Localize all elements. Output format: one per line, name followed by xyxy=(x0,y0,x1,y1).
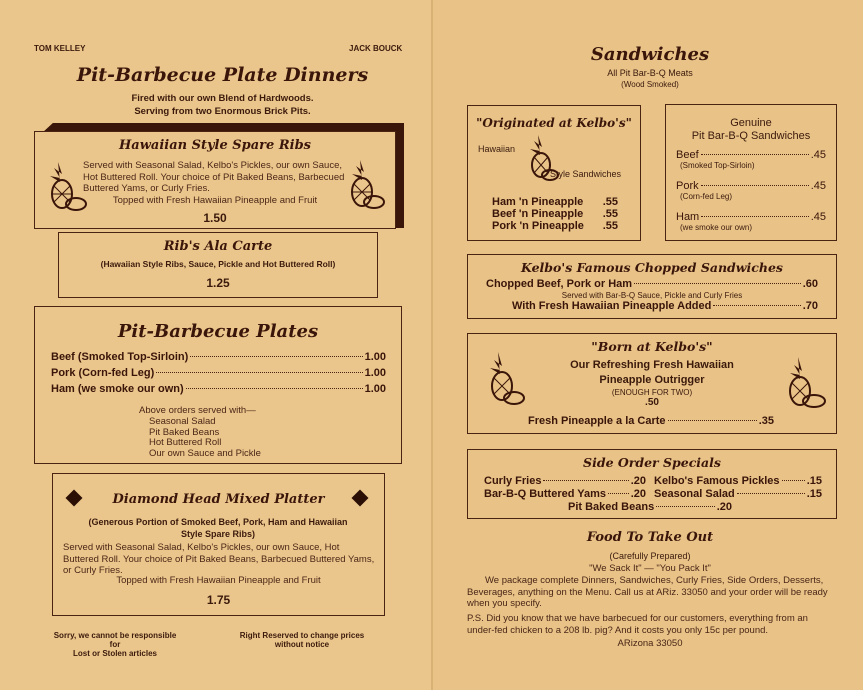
born-line1: Our Refreshing Fresh Hawaiian xyxy=(570,359,734,371)
ribs-carte-box xyxy=(58,232,378,298)
pit-plate-row: Beef (Smoked Top-Sirloin) 1.00 xyxy=(51,351,386,363)
sides-box xyxy=(467,449,837,519)
sandwiches-sub1: All Pit Bar-B-Q Meats xyxy=(607,68,693,78)
plate-dinners-sub2: Serving from two Enormous Brick Pits. xyxy=(134,106,311,117)
hawaiian-ribs-desc: Served with Seasonal Salad, Kelbo's Pickles, our own Sauce, Hot Buttered Roll. Your choice of Pit Baked Beans, Barbecued Buttered Yams, or Curly Fries. xyxy=(83,160,345,194)
genuine-title1: Genuine xyxy=(730,117,772,129)
diamond-box xyxy=(52,473,385,616)
hawaiian-ribs-topped: Topped with Fresh Hawaiian Pineapple and Fruit xyxy=(112,195,318,206)
takeout-phone: ARizona 33050 xyxy=(617,638,683,649)
diamond-topped: Topped with Fresh Hawaiian Pineapple and Fruit xyxy=(116,575,321,586)
hawaiian-ribs-price: 1.50 xyxy=(203,211,227,225)
born-note: (ENOUGH FOR TWO) xyxy=(611,388,693,397)
originated-row: Ham 'n Pineapple .55 xyxy=(492,196,618,208)
originated-title: "Originated at Kelbo's" xyxy=(476,116,632,130)
genuine-row: Pork .45 xyxy=(676,180,826,192)
pineapple-icon xyxy=(484,350,528,410)
diamond-title: Diamond Head Mixed Platter xyxy=(112,492,325,507)
owner-left: TOM KELLEY xyxy=(34,44,86,53)
served-with: Above orders served with— xyxy=(139,405,256,416)
sides-title: Side Order Specials xyxy=(583,455,721,470)
diamond-price: 1.75 xyxy=(206,593,231,607)
chopped-title: Kelbo's Famous Chopped Sandwiches xyxy=(521,260,783,275)
genuine-row: Ham .45 xyxy=(676,211,826,223)
pit-plates-list xyxy=(51,351,386,395)
chopped-row: With Fresh Hawaiian Pineapple Added .70 xyxy=(512,300,818,312)
born-title: "Born at Kelbo's" xyxy=(591,339,713,354)
pit-plates-box xyxy=(34,306,402,464)
takeout-ps: P.S. Did you know that we have barbecued for our customers, everything from an under-fed chicken to a 208 lb. pig? And it costs you only 15c per pound. xyxy=(467,613,808,636)
chopped-box xyxy=(467,254,837,319)
pineapple-icon xyxy=(342,156,386,212)
originated-label2: Style Sandwiches xyxy=(550,169,622,179)
footer-left: Sorry, we cannot be responsible for Lost or Stolen articles xyxy=(53,631,177,658)
side-row: Seasonal Salad .15 xyxy=(654,488,822,500)
born-line2: Pineapple Outrigger xyxy=(599,374,705,386)
originated-list xyxy=(492,196,618,232)
pit-plates-title: Pit-Barbecue Plates xyxy=(117,321,319,342)
sandwiches-title: Sandwiches xyxy=(590,44,710,65)
pit-plate-row: Pork (Corn-fed Leg) 1.00 xyxy=(51,367,386,379)
genuine-title2: Pit Bar-B-Q Sandwiches xyxy=(691,130,811,142)
born-price: .50 xyxy=(645,397,659,408)
ribs-carte-title: Rib's Ala Carte xyxy=(163,239,273,254)
genuine-row: Beef .45 xyxy=(676,149,826,161)
side-row: Curly Fries .20 xyxy=(484,475,646,487)
side-row: Kelbo's Famous Pickles .15 xyxy=(654,475,822,487)
page-fold xyxy=(431,0,433,690)
chopped-note: Served with Bar-B-Q Sauce, Pickle and Curly Fries xyxy=(561,291,743,300)
pineapple-icon xyxy=(524,133,560,183)
genuine-list: Beef .45 (Smoked Top-Sirloin) Pork .45 (Corn-fed Leg) Ham .45 (we smoke our own) xyxy=(676,149,826,232)
pineapple-icon xyxy=(44,158,88,214)
diamond-sub: (Generous Portion of Smoked Beef, Pork, Ham and Hawaiian Style Spare Ribs) xyxy=(88,517,348,539)
born-carte-row: Fresh Pineapple a la Carte .35 xyxy=(528,415,774,427)
takeout-slogan: "We Sack It" — "You Pack It" xyxy=(589,563,711,574)
owner-right: JACK BOUCK xyxy=(349,44,403,53)
genuine-box xyxy=(665,104,837,241)
diamond-desc: Served with Seasonal Salad, Kelbo's Pickles, our own Sauce, Hot Buttered Roll. Your choice of Pit Baked Beans, Barbecued Buttered Yams, or Curly Fries. xyxy=(63,542,375,576)
chopped-row: Chopped Beef, Pork or Ham .60 xyxy=(486,278,818,290)
side-row: Pit Baked Beans .20 xyxy=(568,501,732,513)
takeout-sub: (Carefully Prepared) xyxy=(609,551,691,561)
plate-dinners-title: Pit-Barbecue Plate Dinners xyxy=(76,64,369,86)
plate-dinners-sub1: Fired with our own Blend of Hardwoods. xyxy=(131,93,314,104)
hawaiian-ribs-title: Hawaiian Style Spare Ribs xyxy=(119,138,311,153)
sides-list: Seasonal Salad Pit Baked Beans Hot Buttered Roll Our own Sauce and Pickle xyxy=(149,416,261,459)
pineapple-icon xyxy=(780,355,828,413)
originated-row: Beef 'n Pineapple .55 xyxy=(492,208,618,220)
originated-label1: Hawaiian xyxy=(478,144,516,154)
ribs-carte-desc: (Hawaiian Style Ribs, Sauce, Pickle and Hot Buttered Roll) xyxy=(100,259,336,269)
footer-right: Right Reserved to change prices without notice xyxy=(239,631,365,649)
side-row: Bar-B-Q Buttered Yams .20 xyxy=(484,488,646,500)
originated-row: Pork 'n Pineapple .55 xyxy=(492,220,618,232)
sandwiches-sub2: (Wood Smoked) xyxy=(621,80,679,89)
takeout-title: Food To Take Out xyxy=(586,530,714,545)
takeout-desc: We package complete Dinners, Sandwiches, Curly Fries, Side Orders, Desserts, Beverages, anything on the Menu. Call us at ARiz. 33050 and your order will be ready when you specify. xyxy=(467,575,828,609)
pit-plate-row: Ham (we smoke our own) 1.00 xyxy=(51,383,386,395)
ribs-carte-price: 1.25 xyxy=(206,276,230,290)
